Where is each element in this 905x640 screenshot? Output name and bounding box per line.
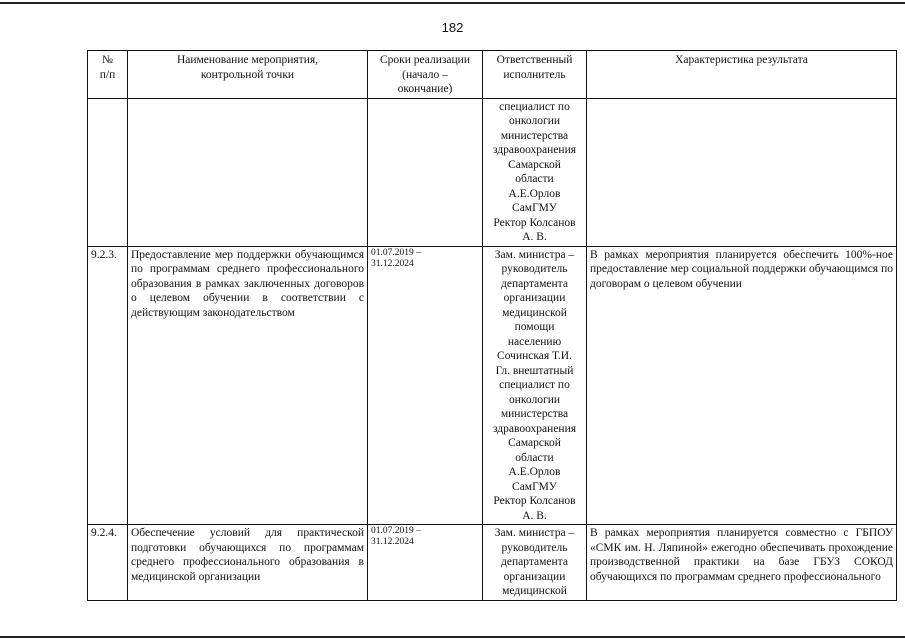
header-responsible: Ответственный исполнитель	[483, 51, 587, 99]
page-number: 182	[441, 20, 464, 35]
row-dates	[368, 98, 483, 246]
row-activity-name: Предоставление мер поддержки обучающимся по программам среднего профессионального образования в рамках заключенных договоров о целевом обучении в соответствии с действующим законодательством	[128, 246, 368, 525]
header-dates: Сроки реализации (начало – окончание)	[368, 51, 483, 99]
row-number: 9.2.4.	[88, 525, 128, 601]
table-row	[88, 98, 897, 246]
row-number: 9.2.3.	[88, 246, 128, 525]
table-row	[88, 246, 897, 525]
table-header-row	[88, 51, 897, 99]
row-activity-name: Обеспечение условий для практической подготовки обучающихся по программам среднего профессионального образования в медицинской организации	[128, 525, 368, 601]
row-responsible: Зам. министра – руководитель департамента организации медицинской помощи населению Сочинская Т.И. Гл. внештатный специалист по онкологии министерства здравоохранения Самарской области А.Е.Орлов СамГМУ Ректор Колсанов А. В.	[483, 246, 587, 525]
row-number	[88, 98, 128, 246]
table-row	[88, 525, 897, 601]
top-border-line	[0, 2, 905, 4]
row-responsible: Зам. министра – руководитель департамента организации медицинской	[483, 525, 587, 601]
row-result	[587, 98, 897, 246]
row-result: В рамках мероприятия планируется совместно с ГБПОУ «СМК им. Н. Ляпиной» ежегодно обеспечивать прохождение производственной практики на базе ГБУЗ СОКОД обучающихся по программам среднего профессионального	[587, 525, 897, 601]
bottom-border-line	[0, 636, 905, 638]
row-result: В рамках мероприятия планируется обеспечить 100%-ное предоставление мер социальной поддержки обучающимся по договорам о целевом обучении	[587, 246, 897, 525]
header-activity-name: Наименование мероприятия, контрольной точки	[128, 51, 368, 99]
row-dates: 01.07.2019 – 31.12.2024	[368, 525, 483, 601]
header-result: Характеристика результата	[587, 51, 897, 99]
activities-table	[87, 50, 897, 601]
header-number: № п/п	[88, 51, 128, 99]
row-responsible: специалист по онкологии министерства здравоохранения Самарской области А.Е.Орлов СамГМУ Ректор Колсанов А. В.	[483, 98, 587, 246]
row-dates: 01.07.2019 – 31.12.2024	[368, 246, 483, 525]
row-activity-name	[128, 98, 368, 246]
